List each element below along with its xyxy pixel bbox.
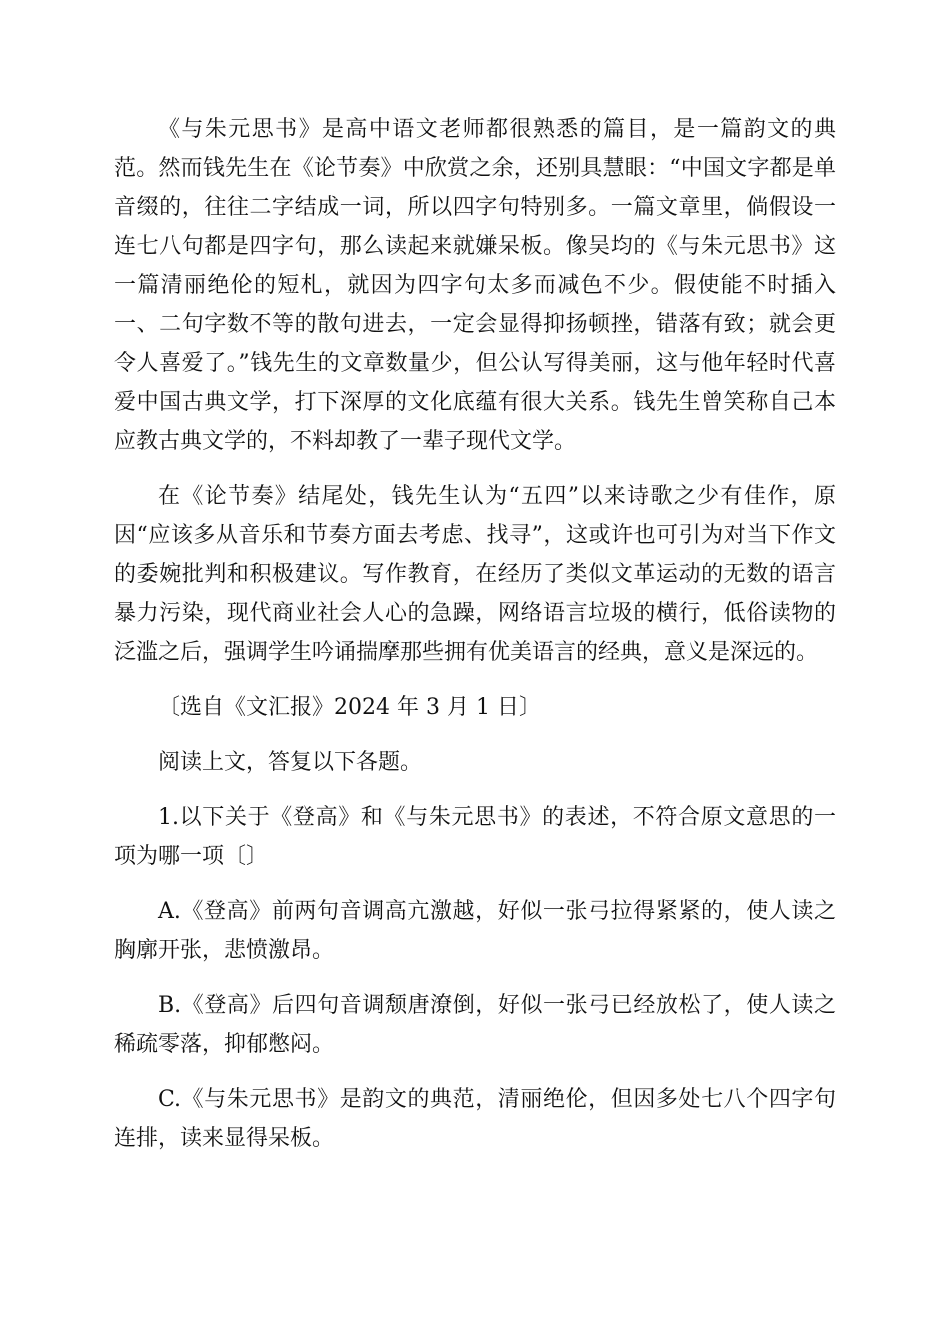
document-page	[114, 110, 836, 1174]
reading-instruction: 阅读上文，答复以下各题。	[158, 750, 423, 775]
option-b: B.《登高》后四句音调颓唐潦倒，好似一张弓已经放松了，使人读之稀疏零落，抑郁憋闷。	[114, 993, 836, 1057]
body-paragraph-2: 在《论节奏》结尾处，钱先生认为“五四”以来诗歌之少有佳作，原因“应该多从音乐和节奏方面去考虑、找寻”，这或许也可引为对当下作文的委婉批判和积极建议。写作教育，在经历了类似文革运动的无数的语言暴力污染，现代商业社会人心的急躁，网络语言垃圾的横行，低俗读物的泛滥之后，强调学生吟诵揣摩那些拥有优美语言的经典，意义是深远的。	[114, 484, 836, 665]
question-1: 1.以下关于《登高》和《与朱元思书》的表述，不符合原文意思的一项为哪一项〔〕	[114, 805, 836, 869]
body-paragraph-1: 《与朱元思书》是高中语文老师都很熟悉的篇目，是一篇韵文的典范。然而钱先生在《论节奏》中欣赏之余，还别具慧眼：“中国文字都是单音缀的，往往二字结成一词，所以四字句特别多。一篇文章里，倘假设一连七八句都是四字句，那么读起来就嫌呆板。像吴均的《与朱元思书》这一篇清丽绝伦的短札，就因为四字句太多而减色不少。假使能不时插入一、二句字数不等的散句进去，一定会显得抑扬顿挫，错落有致；就会更令人喜爱了。”钱先生的文章数量少，但公认写得美丽，这与他年轻时代喜爱中国古典文学，打下深厚的文化底蕴有很大关系。钱先生曾笑称自己本应教古典文学的，不料却教了一辈子现代文学。	[114, 117, 836, 454]
option-a: A.《登高》前两句音调高亢激越，好似一张弓拉得紧紧的，使人读之胸廓开张，悲愤激昂。	[114, 899, 836, 963]
option-c: C.《与朱元思书》是韵文的典范，清丽绝伦，但因多处七八个四字句连排，读来显得呆板。	[114, 1087, 836, 1151]
source-citation: 〔选自《文汇报》2024 年 3 月 1 日〕	[158, 695, 541, 720]
